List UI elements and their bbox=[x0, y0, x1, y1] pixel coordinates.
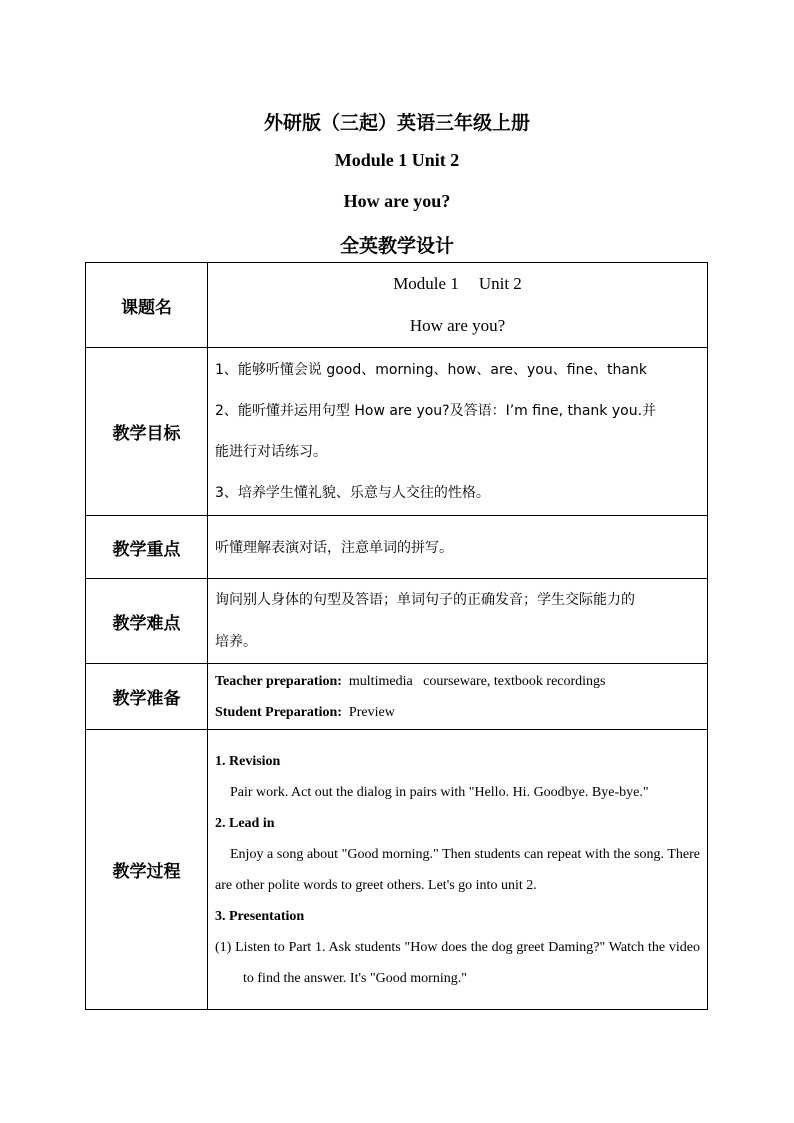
row-label-preparation: 教学准备 bbox=[86, 664, 208, 730]
teacher-preparation bbox=[215, 666, 700, 697]
difficulties-line-2: 培养。 bbox=[215, 634, 257, 650]
topic-line-1 bbox=[215, 263, 700, 305]
key-points-cell bbox=[208, 516, 708, 579]
table-row-preparation bbox=[86, 664, 708, 730]
topic-unit: Unit 2 bbox=[478, 274, 522, 293]
teacher-preparation-value: multimedia courseware, textbook recordings bbox=[348, 673, 606, 689]
table-row-topic bbox=[86, 263, 708, 348]
process-section-1-text: Pair work. Act out the dialog in pairs with "Hello. Hi. Goodbye. Bye-bye." bbox=[230, 784, 649, 800]
objectives-cell bbox=[208, 348, 708, 516]
table-row-process bbox=[86, 730, 708, 1010]
process-section-2-text: Enjoy a song about "Good morning." Then students can repeat with the song. There are other polite words to greet others. Let's go into unit 2. bbox=[215, 846, 700, 893]
difficulties-cell bbox=[208, 579, 708, 664]
table-row-difficulties bbox=[86, 579, 708, 664]
row-label-difficulties: 教学难点 bbox=[86, 579, 208, 664]
table-row-key-points bbox=[86, 516, 708, 579]
objective-item-2-cont: 能进行对话练习。 bbox=[215, 443, 327, 460]
objective-item-3: 3、培养学生懂礼貌、乐意与人交往的性格。 bbox=[215, 484, 490, 501]
process-section-1-title: 1. Revision bbox=[215, 753, 281, 769]
row-label-objectives: 教学目标 bbox=[86, 348, 208, 516]
table-row-objectives bbox=[86, 348, 708, 516]
difficulties-line-1: 询问别人身体的句型及答语；单词句子的正确发音；学生交际能力的 bbox=[215, 592, 635, 608]
row-label-topic: 课题名 bbox=[86, 263, 208, 348]
topic-line-2: How are you? bbox=[409, 316, 506, 335]
topic-module: Module 1 bbox=[393, 274, 459, 293]
preparation-cell bbox=[208, 664, 708, 730]
process-section-3-title: 3. Presentation bbox=[215, 908, 305, 924]
topic-cell bbox=[208, 263, 708, 348]
row-label-key-points: 教学重点 bbox=[86, 516, 208, 579]
lesson-plan-table bbox=[85, 262, 708, 1010]
row-label-process: 教学过程 bbox=[86, 730, 208, 1010]
student-preparation-value: Preview bbox=[348, 704, 395, 720]
student-preparation-label: Student Preparation: bbox=[215, 704, 342, 720]
student-preparation bbox=[215, 697, 700, 728]
key-points-text: 听懂理解表演对话，注意单词的拼写。 bbox=[215, 540, 453, 556]
process-section-2-title: 2. Lead in bbox=[215, 815, 275, 831]
objective-item-2: 2、能听懂并运用句型 How are you?及答语：I’m fine, thank you.并 bbox=[215, 402, 657, 419]
lesson-heading: How are you? bbox=[343, 191, 451, 211]
objective-item-1: 1、能够听懂会说 good、morning、how、are、you、fine、thank bbox=[215, 361, 647, 378]
design-heading: 全英教学设计 bbox=[339, 235, 454, 257]
process-section-3-item-1: (1) Listen to Part 1. Ask students "How does the dog greet Daming?" Watch the video to find the answer. It's "Good morning." bbox=[215, 939, 700, 986]
teacher-preparation-label: Teacher preparation: bbox=[215, 673, 342, 689]
process-cell bbox=[208, 730, 708, 1010]
document-title: 外研版（三起）英语三年级上册 bbox=[263, 112, 530, 134]
module-unit-heading: Module 1 Unit 2 bbox=[334, 150, 460, 170]
